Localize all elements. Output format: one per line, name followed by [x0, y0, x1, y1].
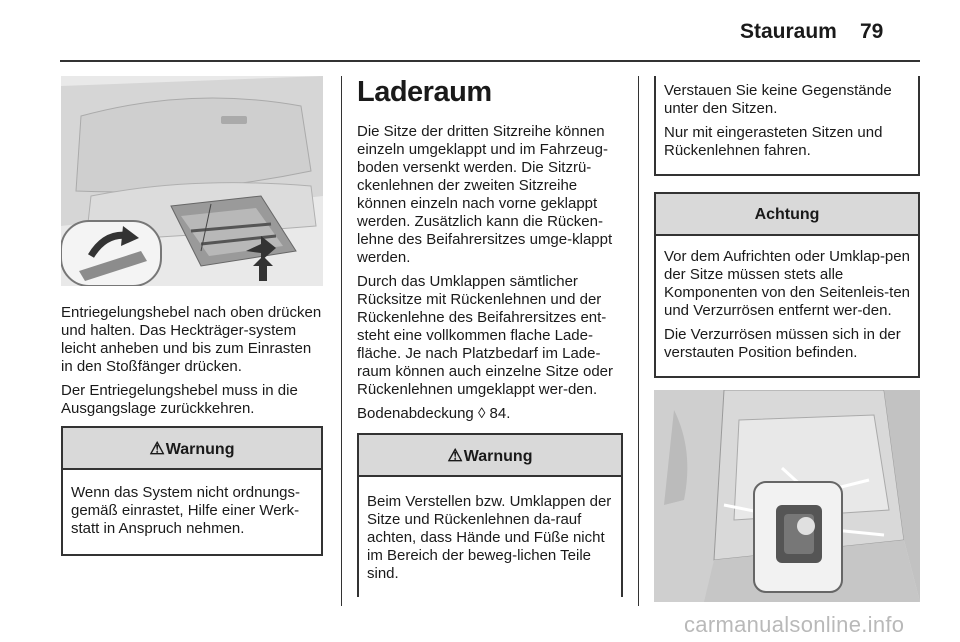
warning-box-header: [359, 435, 621, 477]
warning-text: Beim Verstellen bzw. Umklappen der Sitze und Rückenlehnen da-rauf achten, dass Hände und Füße nicht im Bereich der beweg-lichen Teile sind.: [367, 493, 612, 582]
page-title: Stauraum: [740, 20, 837, 43]
reference-page-link[interactable]: 84.: [489, 405, 511, 422]
cross-reference: [357, 405, 623, 423]
cargo-area-illustration: [654, 390, 920, 602]
warning-title: Warnung: [463, 448, 533, 465]
section-heading: Laderaum: [357, 76, 492, 108]
body-paragraph: Durch das Umklappen sämtlicher Rücksitze mit Rückenlehnen und der Rückenlehne des Beifahrersitzes ent-steht eine vollkommen flache Lade-fläche. Je nach Platzbedarf im Lade-raum können auch einzelne Sitze oder Rückenlehnen umgeklappt wer-den.: [357, 273, 613, 398]
body-paragraph: Die Sitze der dritten Sitzreihe können einzeln umgeklappt und im Fahrzeug-boden versenkt werden. Die Sitzrü-ckenlehnen der zweiten Sitzreihe können einzeln nach vorne geklappt werden. Zusätzlich kann die Rücken-lehne des Beifahrersitzes umge-klappt werden.: [357, 123, 613, 266]
column-right: [654, 76, 920, 602]
warning-icon: ⚠: [447, 446, 463, 465]
warning-box: [357, 433, 623, 597]
caution-title: Achtung: [754, 206, 820, 223]
tow-carrier-illustration: [61, 76, 323, 286]
notice-text: Nur mit eingerasteten Sitzen und Rückenlehnen fahren.: [664, 124, 883, 159]
column-left: [61, 76, 323, 556]
column-middle: [357, 76, 623, 597]
warning-box-body: [63, 470, 321, 554]
notice-box-body: [656, 76, 918, 174]
page-header: [0, 0, 960, 60]
caution-box-body: [656, 236, 918, 376]
warning-title: Warnung: [165, 441, 235, 458]
instruction-paragraph: Entriegelungshebel nach oben drücken und halten. Das Heckträger-system leicht anheben und bis zum Einrasten in den Stoßfänger drücken.: [61, 304, 322, 375]
warning-box: [61, 426, 323, 556]
footer-watermark: carmanualsonline.info: [684, 612, 905, 637]
reference-text: Bodenabdeckung: [357, 405, 474, 422]
tow-carrier-drawing: [61, 76, 323, 286]
instruction-paragraph: Der Entriegelungshebel muss in die Ausgangslage zurückkehren.: [61, 382, 298, 417]
caution-text: Vor dem Aufrichten oder Umklap-pen der Sitze müssen stets alle Komponenten von den Seitenleis-ten und Verzurrösen entfernt wer-den.: [664, 248, 911, 319]
caution-box: [654, 192, 920, 378]
warning-box-header: [63, 428, 321, 470]
cargo-area-drawing: [654, 390, 920, 602]
caution-text: Die Verzurrösen müssen sich in der verstauten Position befinden.: [664, 326, 901, 361]
warning-box-body: [359, 477, 621, 597]
column-divider: [638, 76, 639, 606]
page-number: 79: [860, 20, 884, 43]
warning-text: Wenn das System nicht ordnungs-gemäß einrastet, Hilfe einer Werk-statt in Anspruch nehmen.: [71, 484, 301, 537]
column-divider: [341, 76, 342, 606]
notice-text: Verstauen Sie keine Gegenstände unter den Sitzen.: [664, 82, 892, 117]
reference-icon: ◊: [477, 405, 486, 422]
header-rule: [60, 60, 920, 62]
caution-box-header: [656, 194, 918, 236]
warning-icon: ⚠: [149, 439, 165, 458]
notice-box-continued: [654, 76, 920, 176]
